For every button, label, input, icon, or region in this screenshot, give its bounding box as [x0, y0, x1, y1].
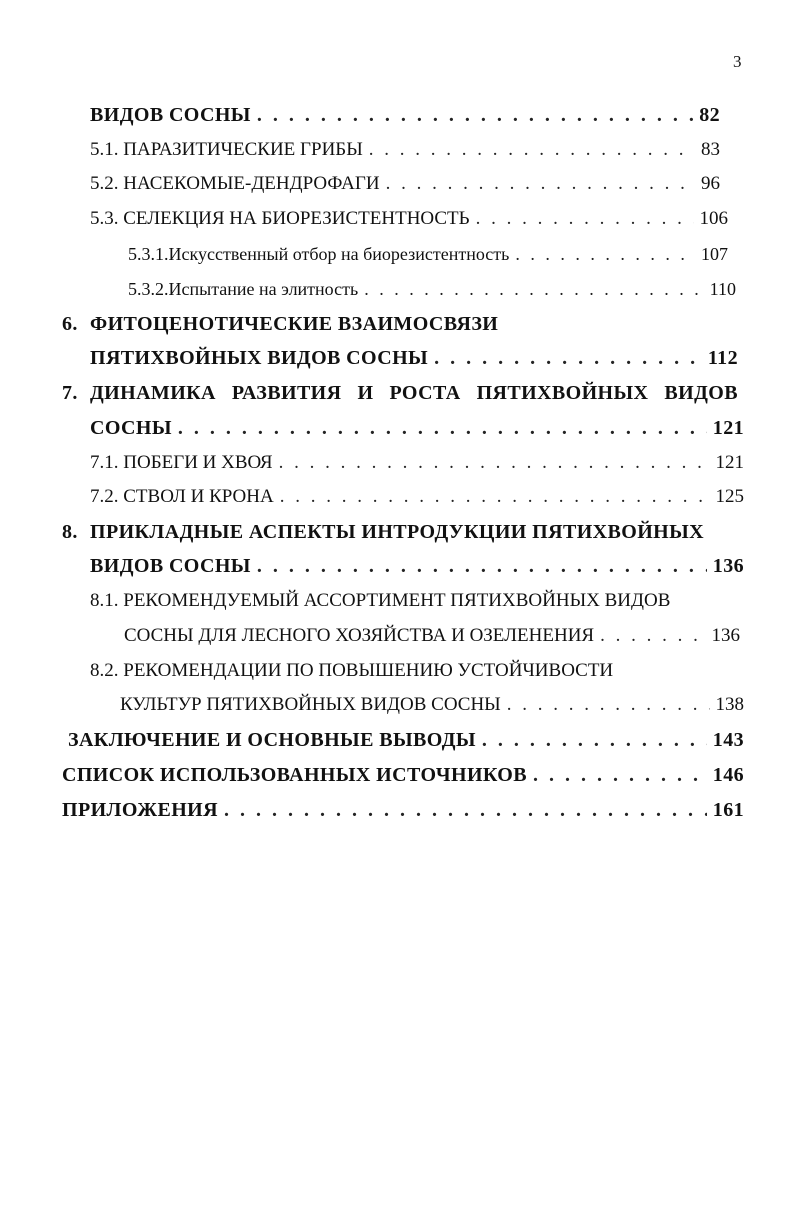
toc-entry[interactable] [90, 586, 730, 616]
toc-entry[interactable] [90, 100, 720, 130]
leader-dots [600, 621, 705, 651]
toc-entry-number: 6. [62, 313, 78, 335]
leader-dots [257, 100, 693, 130]
toc-entry[interactable] [120, 690, 744, 720]
toc-entry[interactable] [90, 135, 720, 165]
toc-entry-page: 106 [699, 208, 728, 229]
toc-entry-title: ВИДОВ СОСНЫ [90, 104, 251, 126]
toc-entry[interactable] [90, 169, 720, 199]
toc-entry-title: ПЯТИХВОЙНЫХ ВИДОВ СОСНЫ [90, 347, 429, 369]
leader-dots [369, 135, 695, 165]
toc-entry-page: 112 [707, 347, 738, 369]
leader-dots [364, 274, 703, 304]
title-word: ВИДОВ [664, 382, 738, 404]
toc-entry-title: Испытание на элитность [168, 279, 359, 299]
title-word: РАЗВИТИЯ [231, 382, 342, 404]
toc-entry[interactable] [90, 448, 744, 478]
toc-entry-title: ЗАКЛЮЧЕНИЕ И ОСНОВНЫЕ ВЫВОДЫ [68, 729, 476, 751]
title-word: ДИНАМИКА [90, 382, 216, 404]
toc-entry[interactable] [90, 413, 744, 443]
title-word: АСПЕКТЫ [248, 521, 356, 543]
leader-dots [434, 343, 702, 373]
toc-entry-title: КУЛЬТУР ПЯТИХВОЙНЫХ ВИДОВ СОСНЫ [120, 694, 501, 715]
leader-dots [178, 413, 707, 443]
leader-dots [279, 448, 710, 478]
toc-entry-title: 5.3. СЕЛЕКЦИЯ НА БИОРЕЗИСТЕНТНОСТЬ [90, 208, 470, 229]
toc-entry-title: ПРИЛОЖЕНИЯ [62, 799, 218, 821]
toc-chapter-heading[interactable] [62, 309, 662, 339]
toc-entry-number: 5.3.1. [128, 244, 169, 264]
toc-entry-page: 82 [699, 104, 720, 126]
toc-entry-title: 7.2. СТВОЛ И КРОНА [90, 486, 274, 507]
toc-entry-page: 121 [715, 452, 744, 473]
toc-entry[interactable] [124, 621, 740, 651]
toc-entry-page: 143 [712, 729, 744, 751]
toc-entry-number: 7. [62, 382, 78, 404]
toc-entry-page: 110 [709, 279, 736, 299]
leader-dots [280, 482, 710, 512]
toc-entry[interactable] [128, 274, 736, 304]
toc-entry[interactable] [90, 656, 730, 686]
toc-entry-title: СОСНЫ ДЛЯ ЛЕСНОГО ХОЗЯЙСТВА И ОЗЕЛЕНЕНИЯ [124, 625, 595, 646]
leader-dots [482, 725, 707, 755]
toc-entry-page: 96 [701, 173, 720, 194]
toc-entry-title: СОСНЫ [90, 417, 172, 439]
title-word: ПЯТИХВОЙНЫХ [532, 521, 704, 543]
title-word: РОСТА [389, 382, 461, 404]
toc-entry[interactable] [128, 239, 728, 269]
toc-chapter-heading[interactable] [62, 517, 704, 547]
toc-entry-title [90, 517, 704, 547]
toc-entry-page: 107 [701, 244, 728, 264]
toc-entry-page: 146 [712, 764, 744, 786]
toc-entry-title: Искусственный отбор на биорезистентность [168, 244, 510, 264]
page-number: 3 [733, 52, 742, 71]
toc-entry[interactable] [90, 343, 738, 373]
toc-entry-number: 5.3.2. [128, 279, 169, 299]
toc-entry[interactable] [90, 551, 744, 581]
toc-entry-page: 83 [701, 139, 720, 160]
leader-dots [224, 795, 707, 825]
toc-chapter-heading[interactable] [62, 378, 738, 408]
leader-dots [386, 169, 695, 199]
toc-entry-title: 5.1. ПАРАЗИТИЧЕСКИЕ ГРИБЫ [90, 139, 363, 160]
toc-entry-title: 8.2. РЕКОМЕНДАЦИИ ПО ПОВЫШЕНИЮ УСТОЙЧИВОСТИ [90, 660, 614, 681]
title-word: ПЯТИХВОЙНЫХ [476, 382, 649, 404]
toc-entry-page: 161 [712, 799, 744, 821]
toc-entry[interactable] [90, 204, 728, 234]
leader-dots [507, 690, 710, 720]
toc-entry-page: 125 [715, 486, 744, 507]
toc-entry-title: 7.1. ПОБЕГИ И ХВОЯ [90, 452, 273, 473]
toc-entry-number: 8. [62, 521, 78, 543]
title-word: ИНТРОДУКЦИИ [361, 521, 527, 543]
toc-entry-title: ФИТОЦЕНОТИЧЕСКИЕ ВЗАИМОСВЯЗИ [90, 313, 499, 335]
toc-entry[interactable] [62, 760, 744, 790]
leader-dots [476, 204, 694, 234]
leader-dots [257, 551, 707, 581]
toc-entry[interactable] [68, 725, 744, 755]
toc-entry-title: ВИДОВ СОСНЫ [90, 555, 251, 577]
toc-entry-title: СПИСОК ИСПОЛЬЗОВАННЫХ ИСТОЧНИКОВ [62, 764, 527, 786]
toc-entry-title: 5.2. НАСЕКОМЫЕ-ДЕНДРОФАГИ [90, 173, 380, 194]
toc-entry-page: 121 [712, 417, 744, 439]
title-word: И [357, 382, 374, 404]
toc-entry-page: 136 [711, 625, 740, 646]
toc-entry-page: 136 [712, 555, 744, 577]
toc-entry-page: 138 [715, 694, 744, 715]
toc-entry-title [90, 378, 738, 408]
toc-entry-title: 8.1. РЕКОМЕНДУЕМЫЙ АССОРТИМЕНТ ПЯТИХВОЙНЫХ ВИДОВ [90, 590, 671, 611]
toc-entry[interactable] [90, 482, 744, 512]
leader-dots [533, 760, 707, 790]
toc-entry[interactable] [62, 795, 744, 825]
leader-dots [515, 239, 695, 269]
title-word: ПРИКЛАДНЫЕ [90, 521, 244, 543]
